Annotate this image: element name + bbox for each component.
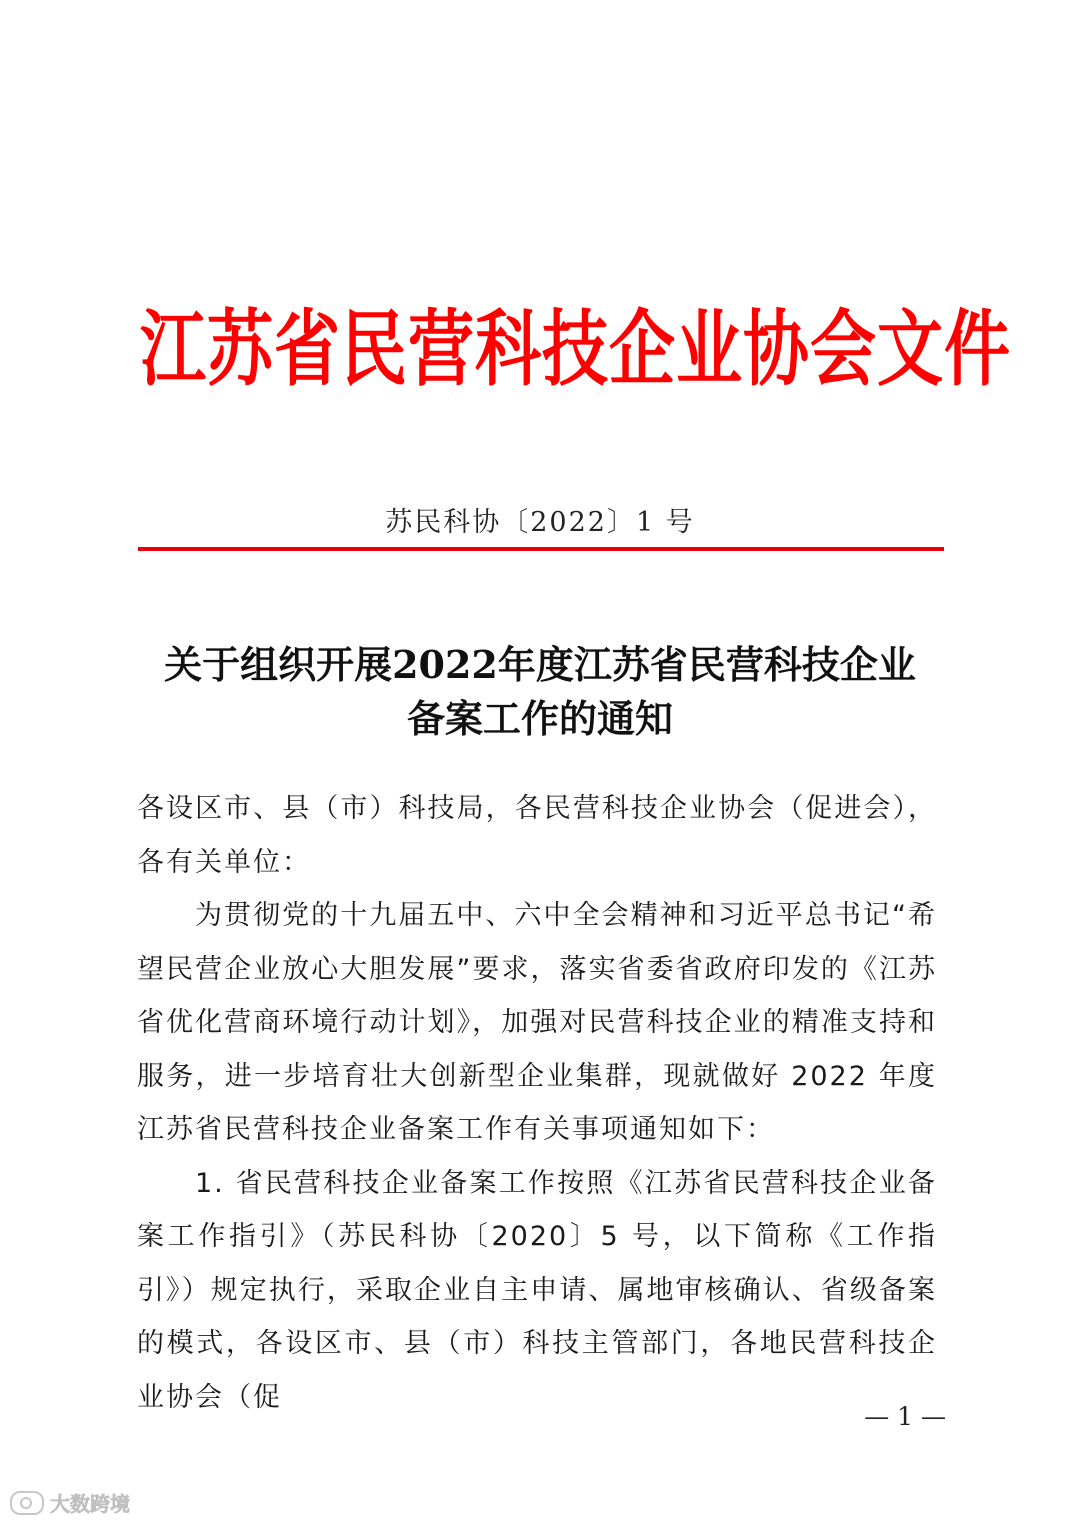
body-paragraph-2: 1. 省民营科技企业备案工作按照《江苏省民营科技企业备案工作指引》（苏民科协〔2020〕5 号，以下简称《工作指引》）规定执行，采取企业自主申请、属地审核确认、省级备案的模式，各设区市、县（市）科技主管部门，各地民营科技企业协会（促 [137, 1167, 937, 1413]
notice-title [130, 638, 950, 746]
watermark [10, 1488, 130, 1517]
watermark-logo-icon [10, 1491, 44, 1515]
notice-title-line-2: 备案工作的通知 [406, 696, 673, 741]
salutation: 各设区市、县（市）科技局，各民营科技企业协会（促进会），各有关单位： [137, 793, 937, 878]
document-number: 苏民科协〔2022〕1 号 [385, 507, 695, 538]
notice-title-line-1: 关于组织开展2022年度江苏省民营科技企业 [164, 642, 916, 687]
body-paragraph-1: 为贯彻党的十九届五中、六中全会精神和习近平总书记“希望民营企业放心大胆发展”要求，落实省委省政府印发的《江苏省优化营商环境行动计划》，加强对民营科技企业的精准支持和服务，进一步培育壮大创新型企业集群，现就做好 2022 年度江苏省民营科技企业备案工作有关事项通知如下： [137, 900, 937, 1145]
page-number: — 1 — [864, 1402, 946, 1431]
organization-header: 江苏省民营科技企业协会文件 [140, 301, 1011, 398]
red-divider-rule [138, 547, 944, 551]
watermark-text: 大数跨境 [50, 1492, 130, 1516]
notice-body [137, 782, 937, 1424]
